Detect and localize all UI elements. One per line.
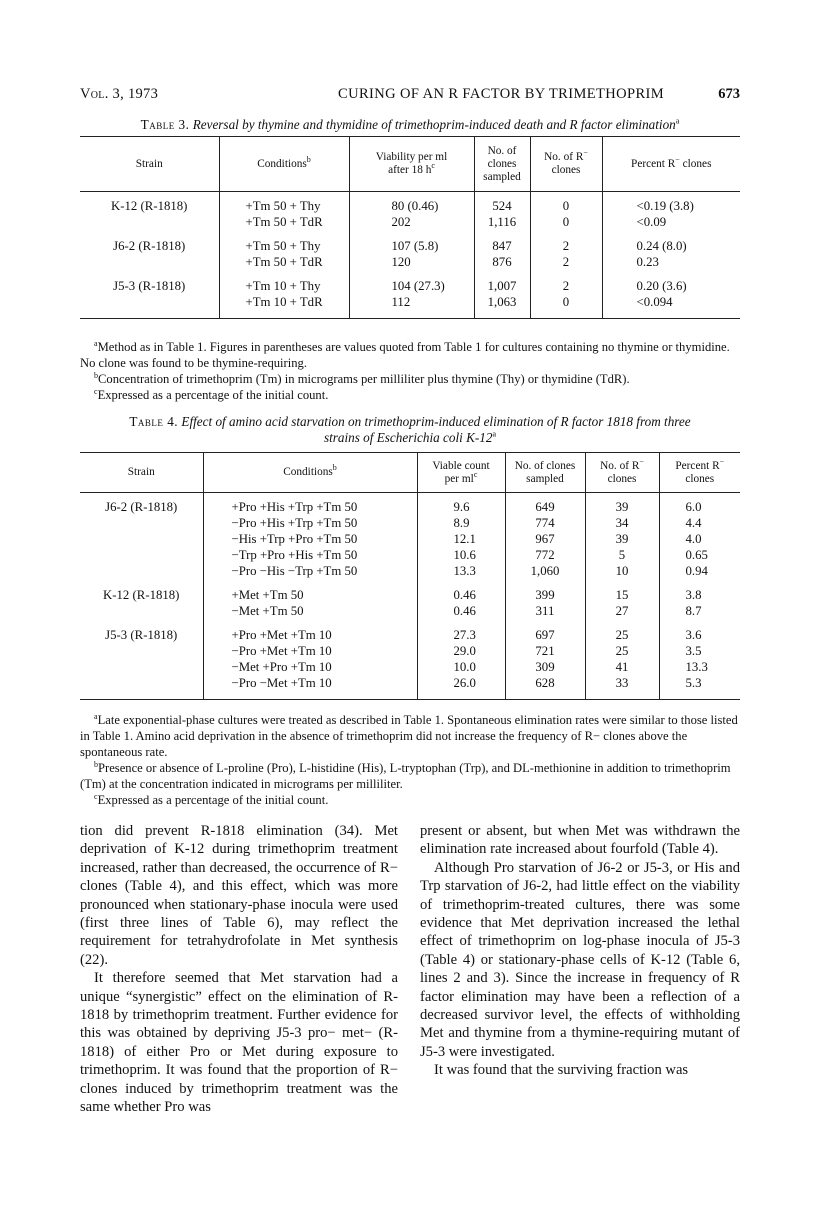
table-row: −Pro +Met +Tm 10 29.0 721 25 3.5 [80,643,740,659]
table4-title-line1: Effect of amino acid starvation on trimethoprim-induced elimination of R factor 1818 from three [181,414,691,429]
footnote-a: $^a$Late exponential-phase cultures were treated as described in Table 1. Spontaneous elimination rates were similar to those listed in Table 1. Amino acid deprivation in the absence of trimethoprim did not increase the frequency of R− clones above the spontaneous rate. [80,711,738,759]
table-row: +Tm 10 + TdR 112 1,063 0 <0.094 [80,294,740,319]
table4-label: Table 4. [129,414,179,429]
t4-header-r-clones: No. of R− clones [585,453,659,493]
table-row: +Tm 50 + TdR 120 876 2 0.23 [80,254,740,270]
t4-header-clones: No. of clones sampled [505,453,585,493]
t4-header-percent: Percent R− clones [659,453,740,493]
body-left-column [80,822,398,1117]
running-title: CURING OF AN R FACTOR BY TRIMETHOPRIM [338,86,665,102]
table-row: J6-2 (R-1818) +Tm 50 + Thy 107 (5.8) 847 2 0.24 (8.0) [80,230,740,254]
table4-footnotes [80,712,740,808]
table-row: −Pro +His +Trp +Tm 50 8.9 774 34 4.4 [80,515,740,531]
t3-header-strain: Strain [80,137,219,192]
table-row: −Trp +Pro +His +Tm 50 10.6 772 5 0.65 [80,547,740,563]
table-row: −Pro −Met +Tm 10 26.0 628 33 5.3 [80,675,740,700]
table-row: K-12 (R-1818) +Tm 50 + Thy 80 (0.46) 524 0 <0.19 (3.8) [80,192,740,215]
table3 [80,136,740,319]
footnote-c: $^c$Expressed as a percentage of the initial count. [94,386,329,402]
table-row: K-12 (R-1818) +Met +Tm 50 0.46 399 15 3.8 [80,579,740,603]
paragraph: present or absent, but when Met was withdrawn the elimination rate increased about fourfold (Table 4). [420,823,740,858]
table4-title-line2: strains of Escherichia coli K-12 [323,430,493,445]
paragraph: It therefore seemed that Met starvation had a unique “synergistic” effect on the elimination of R-1818 by trimethoprim treatment. Further evidence for this was obtained by depriving J5-3 pro− met− (R-1818) of either Pro or Met during exposure to trimethoprim. It was found that the proportion of R− clones induced by trimethoprim treatment was the same whether Pro was [80,970,398,1116]
t4-header-conditions: Conditions$^b$ [203,453,417,493]
footnote-b: $^b$Concentration of trimethoprim (Tm) in micrograms per milliliter plus thymine (Thy) or thymidine (TdR). [94,370,630,386]
footnote-a: $^a$Method as in Table 1. Figures in parentheses are values quoted from Table 1 for cultures containing no thymine or thymidine. No clone was found to be thymine-requiring. [80,338,730,370]
table-row: −His +Trp +Pro +Tm 50 12.1 967 39 4.0 [80,531,740,547]
volume-year: Vol. 3, 1973 [80,86,159,102]
table-row: +Tm 50 + TdR 202 1,116 0 <0.09 [80,214,740,230]
table-row: −Met +Tm 50 0.46 311 27 8.7 [80,603,740,619]
t3-header-conditions: Conditions$^b$ [219,137,349,192]
body-right-column [420,822,740,1080]
table-row: −Met +Pro +Tm 10 10.0 309 41 13.3 [80,659,740,675]
table3-label: Table 3. [140,117,190,132]
table3-footnotes [80,339,740,403]
table-row: J5-3 (R-1818) +Pro +Met +Tm 10 27.3 697 25 3.6 [80,619,740,643]
t4-header-viable: Viable count per $ml^c$ [417,453,505,493]
t3-header-percent: Percent R− clones [602,137,740,192]
footnote-b: $^b$Presence or absence of L-proline (Pro), L-histidine (His), L-tryptophan (Trp), and DL-methionine in addition to trimethoprim (Tm) at the concentration indicated in micrograms per milliliter. [80,759,731,791]
table4-caption: Table 4. Effect of amino acid starvation on trimethoprim-induced elimination of R factor 1818 from three strains of Escherichia coli K-12$^a$ [129,414,691,445]
paragraph: tion did prevent R-1818 elimination (34). Met deprivation of K-12 during trimethoprim treatment increased, rather than decreased, the occurrence of R− clones (Table 4), and this effect, which was more pronounced when stationary-phase inocula were used (first three lines of Table 6), may reflect the requirement for tetrahydrofolate in Met synthesis (22). [80,823,398,968]
t3-header-r-clones: No. of R− clones [530,137,602,192]
table-row: J6-2 (R-1818) +Pro +His +Trp +Tm 50 9.6 649 39 6.0 [80,493,740,516]
paragraph: Although Pro starvation of J6-2 or J5-3, or His and Trp starvation of J6-2, had little effect on the viability of trimethoprim-treated cultures, there was some evidence that Met deprivation increased the lethal effect of trimethoprim on log-phase inocula of J5-3 (Table 4) or stationary-phase cells of K-12 (Table 6, lines 2 and 3). Since the increase in frequency of R factor elimination may have been a reflection of a decreased survivor level, the effects of withholding Met and thymine from a thymine-requiring mutant of J5-3 were investigated. [420,859,740,1060]
t3-header-clones: No. of clones sampled [474,137,530,192]
t3-header-viability: Viability per ml after 18 $h^c$ [349,137,474,192]
page-number: 673 [718,86,740,102]
t4-header-strain: Strain [80,453,203,493]
running-header [80,86,740,106]
table4 [80,452,740,700]
table-row: −Pro −His −Trp +Tm 50 13.3 1,060 10 0.94 [80,563,740,579]
table3-caption: Table 3. Reversal by thymine and thymidine of trimethoprim-induced death and R factor elimination$^a$ [140,116,680,132]
table3-title: Reversal by thymine and thymidine of trimethoprim-induced death and R factor elimination [192,117,676,132]
table-row: J5-3 (R-1818) +Tm 10 + Thy 104 (27.3) 1,007 2 0.20 (3.6) [80,270,740,294]
paragraph: It was found that the surviving fraction was [434,1062,689,1079]
footnote-c: $^c$Expressed as a percentage of the initial count. [94,791,329,807]
